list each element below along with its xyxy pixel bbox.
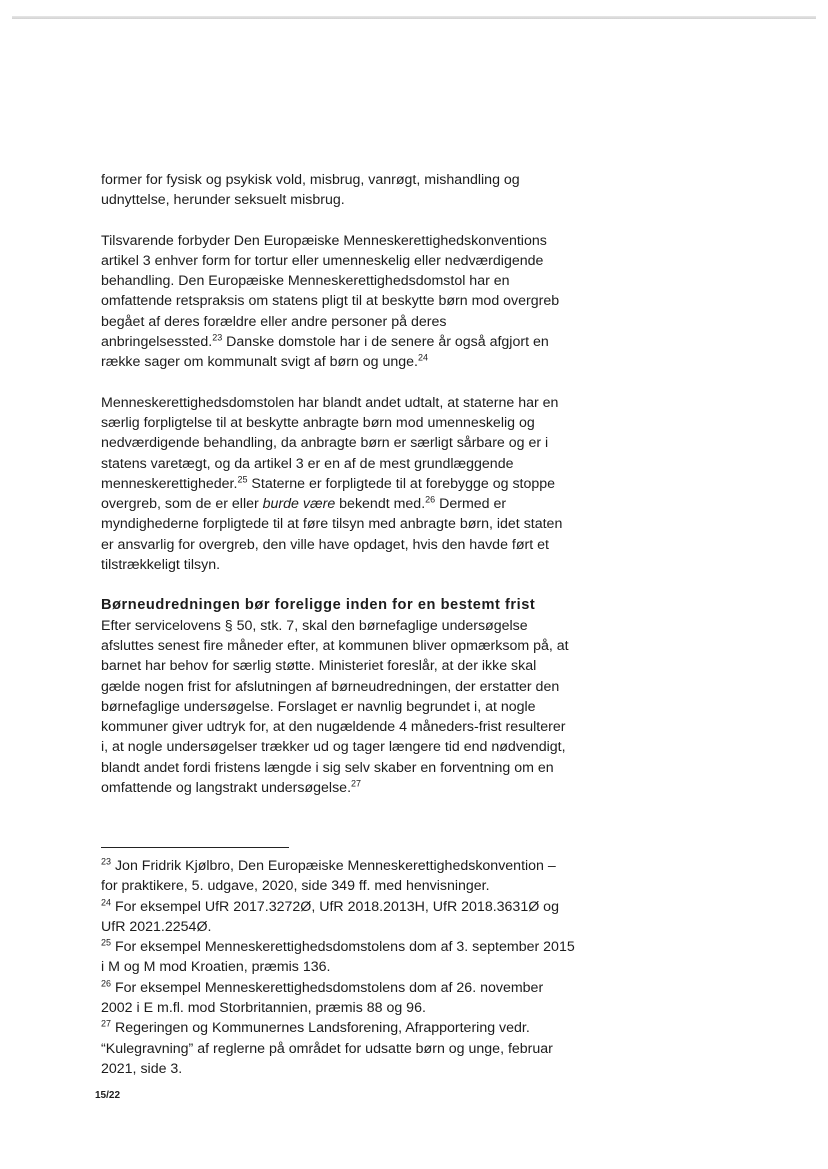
paragraph-4: [101, 616, 571, 799]
paragraph-text: former for fysisk og psykisk vold, misbrug, vanrøgt, mishandling og udnyttelse, herunder seksuelt misbrug.: [101, 172, 520, 209]
paragraph-text: Tilsvarende forbyder Den Europæiske Menneskerettighedskonventions artikel 3 enhver form for tortur eller umenneskelig eller nedværdigende behandling. Den Europæiske Menneskerettighedsdomstol har en omfattende retspraksis om statens pligt til at beskytte børn mod overgreb begået af deres forældre eller andre personer på deres anbringelsessted.: [101, 232, 560, 351]
paragraph-text: Efter servicelovens § 50, stk. 7, skal den børnefaglige undersøgelse afsluttes senest fire måneder efter, at kommunen bliver opmærksom på, at barnet har behov for særlig støtte. Ministeriet foreslår, at der ikke skal gælde nogen frist for afslutningen af børneudredningen, der erstatter den børnefaglige undersøgelse. Forslaget er navnlig begrundet i, at nogle kommuner giver udtryk for, at den nugældende 4 måneders-frist resulterer i, at nogle undersøgelser trækker ud og tager længere tid end nødvendigt, blandt andet fordi fristens længde i sig selv skaber en forventning om en omfattende og langstrakt undersøgelse.: [101, 617, 569, 797]
paragraph-1: [101, 170, 571, 211]
paragraph-text: Dermed er myndighederne forpligtede til at føre tilsyn med anbragte børn, idet staten er ansvarlig for overgreb, den ville have opdaget, hvis den havde ført et tilstrækkeligt tilsyn.: [101, 496, 563, 574]
footnote-separator: [101, 847, 289, 848]
footnote-number: 24: [101, 896, 112, 907]
paragraph-2: [101, 231, 571, 373]
footnote-ref: 24: [418, 352, 429, 363]
footnote-number: 26: [101, 978, 112, 989]
footnote-text: Regeringen og Kommunernes Landsforening, Afrapportering vedr. “Kulegravning” af reglerne på området for udsatte børn og unge, februar 2021, side 3.: [101, 1020, 553, 1077]
footnote-text: Jon Fridrik Kjølbro, Den Europæiske Menneskerettighedskonvention – for praktikere, 5. udgave, 2020, side 349 ff. med henvisninger.: [101, 858, 556, 895]
footnote-number: 23: [101, 856, 112, 867]
footnote-number: 25: [101, 937, 112, 948]
body-text: [101, 170, 571, 798]
footnote-text: For eksempel UfR 2017.3272Ø, UfR 2018.2013H, UfR 2018.3631Ø og UfR 2021.2254Ø.: [101, 898, 559, 935]
footnote-ref: 26: [425, 494, 436, 505]
footnotes: [101, 856, 576, 1079]
emphasis-text: burde være: [262, 496, 336, 513]
footnote-item: [101, 937, 576, 978]
scan-top-border: [12, 16, 816, 19]
paragraph-text: bekendt med.: [335, 496, 426, 513]
footnote-text: For eksempel Menneskerettighedsdomstolens dom af 3. september 2015 i M og M mod Kroatien, præmis 136.: [101, 939, 575, 976]
footnote-item: [101, 856, 576, 897]
paragraph-text: Staterne er forpligtede til at forebygge og stoppe overgreb, som de er eller: [101, 475, 556, 513]
footnote-ref: 23: [212, 332, 223, 343]
footnote-ref: 27: [351, 778, 362, 789]
footnote-number: 27: [101, 1018, 112, 1029]
footnote-item: [101, 897, 576, 938]
footnote-ref: 25: [237, 474, 248, 485]
footnote-item: [101, 1018, 576, 1079]
section-heading: Børneudredningen bør foreligge inden for en bestemt frist: [101, 597, 536, 614]
page-number: 15/22: [95, 1090, 121, 1101]
paragraph-3: [101, 393, 571, 576]
footnote-text: For eksempel Menneskerettighedsdomstolens dom af 26. november 2002 i E m.fl. mod Storbritannien, præmis 88 og 96.: [101, 979, 544, 1017]
paragraph-text: Menneskerettighedsdomstolen har blandt andet udtalt, at staterne har en særlig forpligtelse til at beskytte anbragte børn mod umenneskelig og nedværdigende behandling, da anbragte børn er særligt sårbare og er i statens varetægt, og da artikel 3 er en af de mest grundlæggende menneskerettigheder.: [101, 394, 559, 492]
paragraph-text: Danske domstole har i de senere år også afgjort en række sager om kommunalt svigt af børn og unge.: [101, 334, 549, 371]
footnote-item: [101, 978, 576, 1019]
